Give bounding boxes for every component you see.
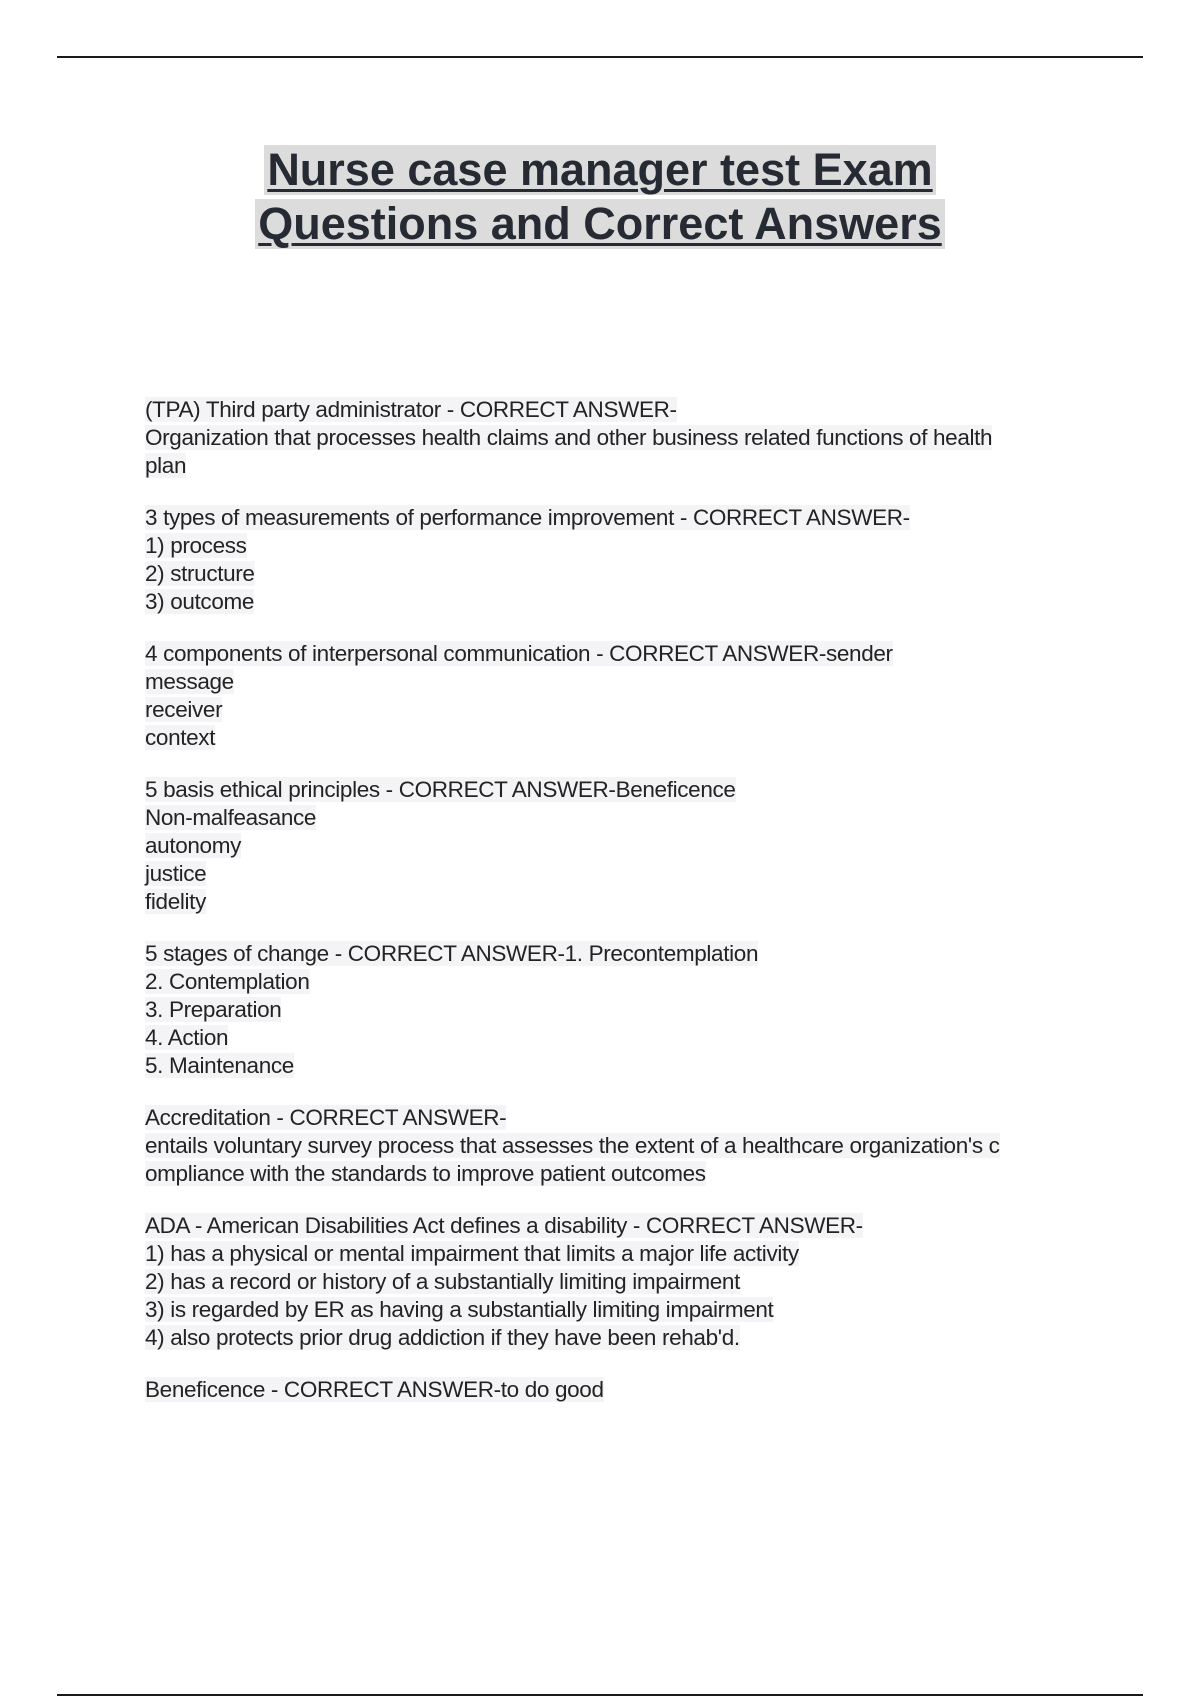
qa-entry-ethical-principles <box>145 776 1085 916</box>
qa-line: Organization that processes health claims and other business related functions of health <box>145 425 993 450</box>
document-title <box>0 143 1200 251</box>
qa-line: 3) is regarded by ER as having a substantially limiting impairment <box>145 1297 774 1322</box>
qa-line: context <box>145 725 216 750</box>
qa-line: 2) structure <box>145 561 255 586</box>
qa-entry-accreditation <box>145 1104 1085 1188</box>
qa-line: 2) has a record or history of a substantially limiting impairment <box>145 1269 741 1294</box>
qa-line: Beneficence - CORRECT ANSWER-to do good <box>145 1377 604 1402</box>
qa-entry-beneficence <box>145 1376 1085 1404</box>
qa-line: justice <box>145 861 207 886</box>
qa-line: 3) outcome <box>145 589 255 614</box>
qa-entry-interpersonal-communication <box>145 640 1085 752</box>
qa-line: Non-malfeasance <box>145 805 317 830</box>
qa-line: 2. Contemplation <box>145 969 310 994</box>
qa-line: 5 stages of change - CORRECT ANSWER-1. Precontemplation <box>145 941 759 966</box>
title-line-1: Nurse case manager test Exam <box>264 145 935 195</box>
qa-line: fidelity <box>145 889 206 914</box>
qa-line: ADA - American Disabilities Act defines a disability - CORRECT ANSWER- <box>145 1213 863 1238</box>
qa-line: 4. Action <box>145 1025 229 1050</box>
top-rule <box>57 56 1143 58</box>
qa-line: receiver <box>145 697 223 722</box>
qa-line: (TPA) Third party administrator - CORRECT ANSWER- <box>145 397 677 422</box>
qa-entry-stages-of-change <box>145 940 1085 1080</box>
qa-line: 5 basis ethical principles - CORRECT ANSWER-Beneficence <box>145 777 736 802</box>
qa-line: ompliance with the standards to improve patient outcomes <box>145 1161 706 1186</box>
qa-entry-ada <box>145 1212 1085 1352</box>
qa-line: 1) process <box>145 533 247 558</box>
qa-line: message <box>145 669 234 694</box>
qa-line: plan <box>145 453 187 478</box>
qa-line: 3 types of measurements of performance improvement - CORRECT ANSWER- <box>145 505 910 530</box>
title-line-2: Questions and Correct Answers <box>255 199 945 249</box>
qa-line: entails voluntary survey process that assesses the extent of a healthcare organization's c <box>145 1133 1000 1158</box>
qa-line: Accreditation - CORRECT ANSWER- <box>145 1105 507 1130</box>
qa-line: 4) also protects prior drug addiction if they have been rehab'd. <box>145 1325 740 1350</box>
qa-line: autonomy <box>145 833 242 858</box>
qa-line: 1) has a physical or mental impairment that limits a major life activity <box>145 1241 799 1266</box>
qa-line: 4 components of interpersonal communication - CORRECT ANSWER-sender <box>145 641 893 666</box>
qa-entry-tpa <box>145 396 1085 480</box>
qa-line: 5. Maintenance <box>145 1053 294 1078</box>
qa-entry-performance-improvement <box>145 504 1085 616</box>
bottom-rule <box>57 1694 1143 1696</box>
qa-line: 3. Preparation <box>145 997 282 1022</box>
qa-list <box>145 396 1085 1428</box>
